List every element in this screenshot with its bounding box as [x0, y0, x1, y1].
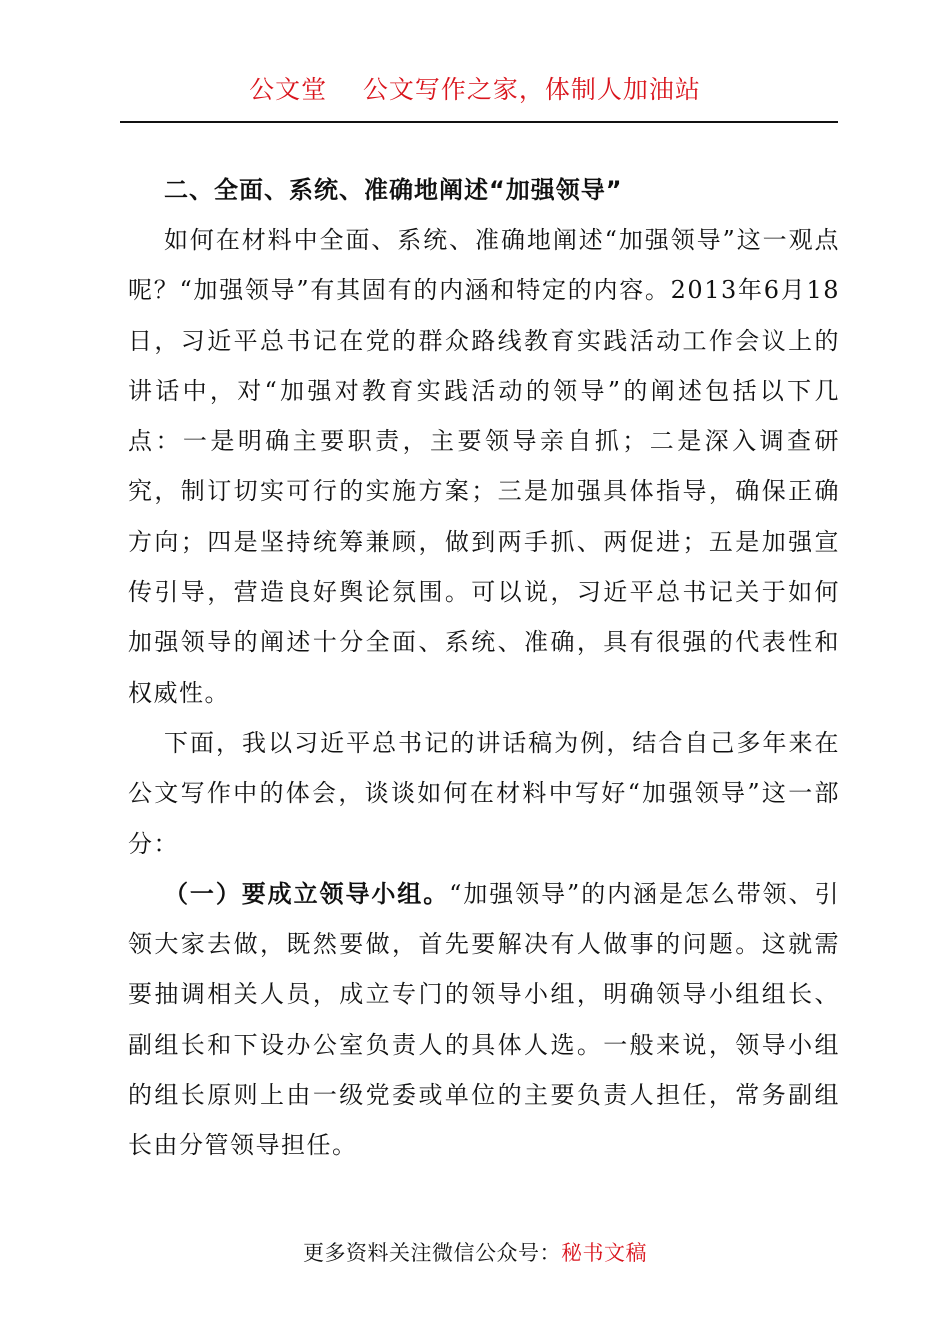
- page-footer: [0, 1237, 950, 1267]
- subsection-body: “加强领导”的内涵是怎么带领、引领大家去做，既然要做，首先要解决有人做事的问题。这就需要抽调相关人员，成立专门的领导小组，明确领导小组组长、副组长和下设办公室负责人的具体人选。一般来说，领导小组的组长原则上由一级党委或单位的主要负责人担任，常务副组长由分管领导担任。: [128, 879, 840, 1160]
- paragraph-1: 如何在材料中全面、系统、准确地阐述“加强领导”这一观点呢？“加强领导”有其固有的内涵和特定的内容。2013年6月18日，习近平总书记在党的群众路线教育实践活动工作会议上的讲话中，对“加强对教育实践活动的领导”的阐述包括以下几点：一是明确主要职责，主要领导亲自抓；二是深入调查研究，制订切实可行的实施方案；三是加强具体指导，确保正确方向；四是坚持统筹兼顾，做到两手抓、两促进；五是加强宣传引导，营造良好舆论氛围。可以说，习近平总书记关于如何加强领导的阐述十分全面、系统、准确，具有很强的代表性和权威性。: [128, 226, 840, 707]
- paragraph-3: [128, 869, 840, 1171]
- header-divider: [120, 121, 838, 123]
- paragraph-2: 下面，我以习近平总书记的讲话稿为例，结合自己多年来在公文写作中的体会，谈谈如何在材料中写好“加强领导”这一部分：: [128, 728, 840, 858]
- footer-prefix: 更多资料关注微信公众号：: [303, 1241, 561, 1265]
- subsection-heading: （一）要成立领导小组。: [164, 879, 450, 908]
- document-body: [128, 165, 840, 1171]
- page-header-title: 公文堂 公文写作之家，体制人加油站: [249, 75, 701, 104]
- footer-account-name: 秘书文稿: [561, 1241, 647, 1265]
- section-heading: 二、全面、系统、准确地阐述“加强领导”: [164, 176, 623, 204]
